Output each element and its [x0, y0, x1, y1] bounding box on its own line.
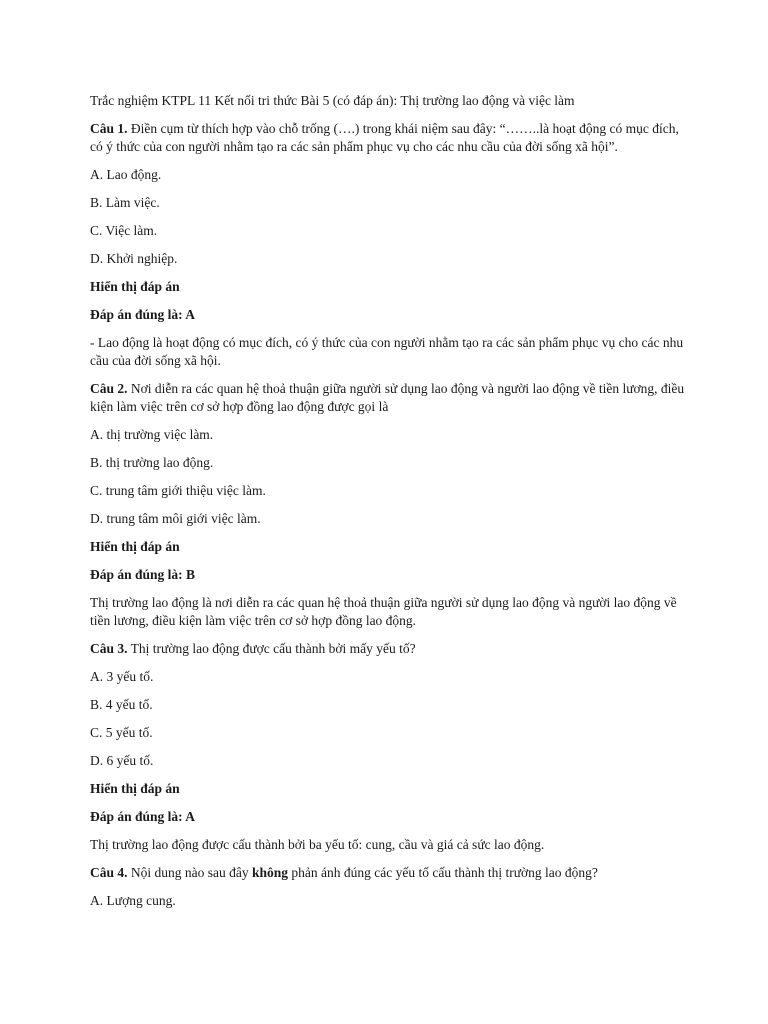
option-b: B. 4 yếu tố.: [90, 697, 153, 712]
question-text-before: Nội dung nào sau đây: [127, 865, 252, 880]
option-a: A. Lượng cung.: [90, 893, 176, 908]
show-answer-link[interactable]: Hiển thị đáp án: [90, 781, 180, 796]
option-a: A. Lao động.: [90, 167, 162, 182]
question-text: Thị trường lao động được cấu thành bởi mấy yếu tố?: [127, 641, 416, 656]
question-text: Nơi diễn ra các quan hệ thoả thuận giữa người sử dụng lao động và người lao động về tiền lương, điều kiện làm việc trên cơ sở hợp đồng lao động được gọi là: [90, 381, 685, 414]
option-a: A. 3 yếu tố.: [90, 669, 154, 684]
correct-answer: Đáp án đúng là: A: [90, 809, 196, 824]
question-label: Câu 3.: [90, 641, 128, 656]
option-c: C. trung tâm giới thiệu việc làm.: [90, 483, 266, 498]
answer-explanation: Thị trường lao động được cấu thành bởi ba yếu tố: cung, cầu và giá cả sức lao động.: [90, 837, 545, 852]
show-answer-link[interactable]: Hiển thị đáp án: [90, 279, 180, 294]
question-label: Câu 4.: [90, 865, 128, 880]
question-text-after: phản ánh đúng các yếu tố cấu thành thị trường lao động?: [288, 865, 598, 880]
question-emphasis: không: [252, 865, 289, 880]
option-c: C. Việc làm.: [90, 223, 158, 238]
document-page: [90, 92, 690, 920]
option-b: B. Làm việc.: [90, 195, 160, 210]
question-text: Điền cụm từ thích hợp vào chỗ trống (….) trong khái niệm sau đây: “……..là hoạt động có mục đích, có ý thức của con người nhằm tạo ra các sản phẩm phục vụ cho các nhu cầu của đời sống xã hội”.: [90, 121, 679, 154]
correct-answer: Đáp án đúng là: A: [90, 307, 196, 322]
answer-explanation: Thị trường lao động là nơi diễn ra các quan hệ thoả thuận giữa người sử dụng lao động và người lao động về tiền lương, điều kiện làm việc trên cơ sở hợp đồng lao động.: [90, 595, 677, 628]
question-3: [90, 640, 690, 658]
question-4: [90, 864, 690, 882]
option-d: D. trung tâm môi giới việc làm.: [90, 511, 261, 526]
correct-answer: Đáp án đúng là: B: [90, 567, 196, 582]
question-1: [90, 120, 690, 156]
question-label: Câu 1.: [90, 121, 128, 136]
option-b: B. thị trường lao động.: [90, 455, 214, 470]
question-2: [90, 380, 690, 416]
option-d: D. 6 yếu tố.: [90, 753, 154, 768]
show-answer-link[interactable]: Hiển thị đáp án: [90, 539, 180, 554]
answer-explanation: - Lao động là hoạt động có mục đích, có ý thức của con người nhằm tạo ra các sản phẩm phục vụ cho các nhu cầu của đời sống xã hội.: [90, 335, 684, 368]
question-label: Câu 2.: [90, 381, 128, 396]
option-c: C. 5 yếu tố.: [90, 725, 153, 740]
option-d: D. Khởi nghiệp.: [90, 251, 178, 266]
option-a: A. thị trường việc làm.: [90, 427, 214, 442]
document-title: Trắc nghiệm KTPL 11 Kết nối tri thức Bài 5 (có đáp án): Thị trường lao động và việc làm: [90, 93, 575, 108]
